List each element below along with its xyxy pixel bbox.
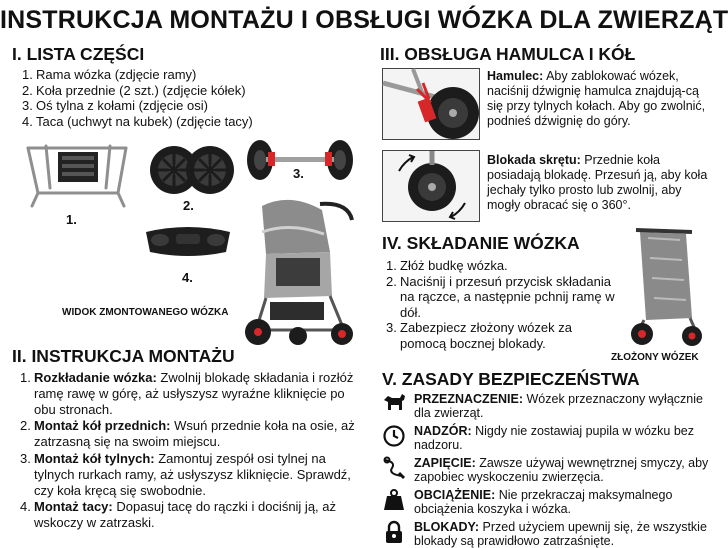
swivel-lock-image bbox=[382, 150, 480, 222]
list-item: 3. Oś tylna z kołami (zdjęcie osi) bbox=[22, 98, 208, 113]
front-wheels-image bbox=[148, 140, 238, 198]
assembled-stroller-image bbox=[240, 192, 360, 350]
list-item: 4. Montaż tacy: Dopasuj tacę do rączki i dociśnij ją, aż wskoczy w zatrzaski. bbox=[20, 499, 337, 531]
assembly-list bbox=[20, 370, 356, 531]
list-item: 4. Taca (uchwyt na kubek) (zdjęcie tacy) bbox=[22, 113, 253, 129]
assembled-caption: WIDOK ZMONTOWANEGO WÓZKA bbox=[62, 307, 229, 318]
folding-list bbox=[386, 258, 616, 351]
tray-image bbox=[140, 220, 236, 264]
list-item: ZAPIĘCIE: Zawsze używaj wewnętrznej smyczy, aby zapobiec wyskoczeniu zwierzęcia. bbox=[382, 456, 712, 484]
brake-image bbox=[382, 68, 480, 140]
safety-list bbox=[382, 392, 712, 548]
list-item: OBCIĄŻENIE: Nie przekraczaj maksymalnego obciążenia koszyka i wózka. bbox=[382, 488, 712, 516]
parts-list bbox=[22, 67, 362, 129]
folded-stroller-image bbox=[626, 228, 708, 348]
list-item: 2. Naciśnij i przesuń przycisk składania na rączce, a następnie pchnij ramę w dół. bbox=[386, 273, 615, 320]
folded-caption: ZŁOŻONY WÓZEK bbox=[611, 352, 699, 363]
folding-heading: IV. SKŁADANIE WÓZKA bbox=[382, 233, 580, 253]
axle-label: 3. bbox=[293, 166, 304, 181]
clock-icon bbox=[382, 424, 408, 451]
leash-icon bbox=[382, 456, 408, 483]
brake-description: Hamulec: Aby zablokować wózek, naciśnij dźwignię hamulca znajdują-cą się przy tylnych kołach. Aby go zwolnić, podnieś dźwignię do góry. bbox=[487, 69, 706, 128]
list-item: PRZEZNACZENIE: Wózek przeznaczony wyłącznie dla zwierząt. bbox=[382, 392, 712, 420]
tray-label: 4. bbox=[182, 270, 193, 285]
safety-heading: V. ZASADY BEZPIECZEŃSTWA bbox=[382, 369, 640, 389]
list-item: 3. Zabezpiecz złożony wózek za pomocą bocznej blokady. bbox=[386, 320, 572, 351]
list-item: NADZÓR: Nigdy nie zostawiaj pupila w wózku bez nadzoru. bbox=[382, 424, 712, 452]
list-item: 1. Rama wózka (zdjęcie ramy) bbox=[22, 67, 197, 82]
lock-icon bbox=[382, 520, 408, 547]
parts-heading: I. LISTA CZĘŚCI bbox=[12, 44, 145, 64]
list-item: 2. Koła przednie (2 szt.) (zdjęcie kółek) bbox=[22, 82, 246, 98]
list-item: BLOKADY: Przed użyciem upewnij się, że wszystkie blokady są prawidłowo zatrzaśnięte. bbox=[382, 520, 712, 548]
page-title: INSTRUKCJA MONTAŻU I OBSŁUGI WÓZKA DLA ZWIERZĄT bbox=[0, 6, 728, 34]
assembly-heading: II. INSTRUKCJA MONTAŻU bbox=[12, 346, 235, 366]
list-item: 1. Rozkładanie wózka: Zwolnij blokadę składania i rozłóż ramę rawę w górę, aż usłyszysz wyraźne kliknięcie po obu stronach. bbox=[20, 370, 354, 417]
list-item: 1. Złóż budkę wózka. bbox=[386, 258, 508, 273]
list-item: 2. Montaż kół przednich: Wsuń przednie koła na osie, aż zatrzasną się na swoim miejscu. bbox=[20, 418, 355, 450]
brakes-heading: III. OBSŁUGA HAMULCA I KÓŁ bbox=[380, 44, 636, 64]
frame-label: 1. bbox=[66, 212, 77, 227]
wheels-label: 2. bbox=[183, 198, 194, 213]
weight-icon bbox=[382, 488, 408, 515]
dog-icon bbox=[382, 392, 408, 417]
frame-image bbox=[18, 138, 138, 216]
list-item: 3. Montaż kół tylnych: Zamontuj zespół osi tylnej na tylnych rurkach ramy, aż usłyszysz kliknięcie. Sprawdź, czy koła kręcą się swobodnie. bbox=[20, 450, 351, 498]
swivel-lock-description: Blokada skrętu: Przednie koła posiadają blokadę. Przesuń ją, aby koła jechały tylko prosto lub zwolnij, aby mogły obracać się o 360°. bbox=[487, 153, 708, 212]
